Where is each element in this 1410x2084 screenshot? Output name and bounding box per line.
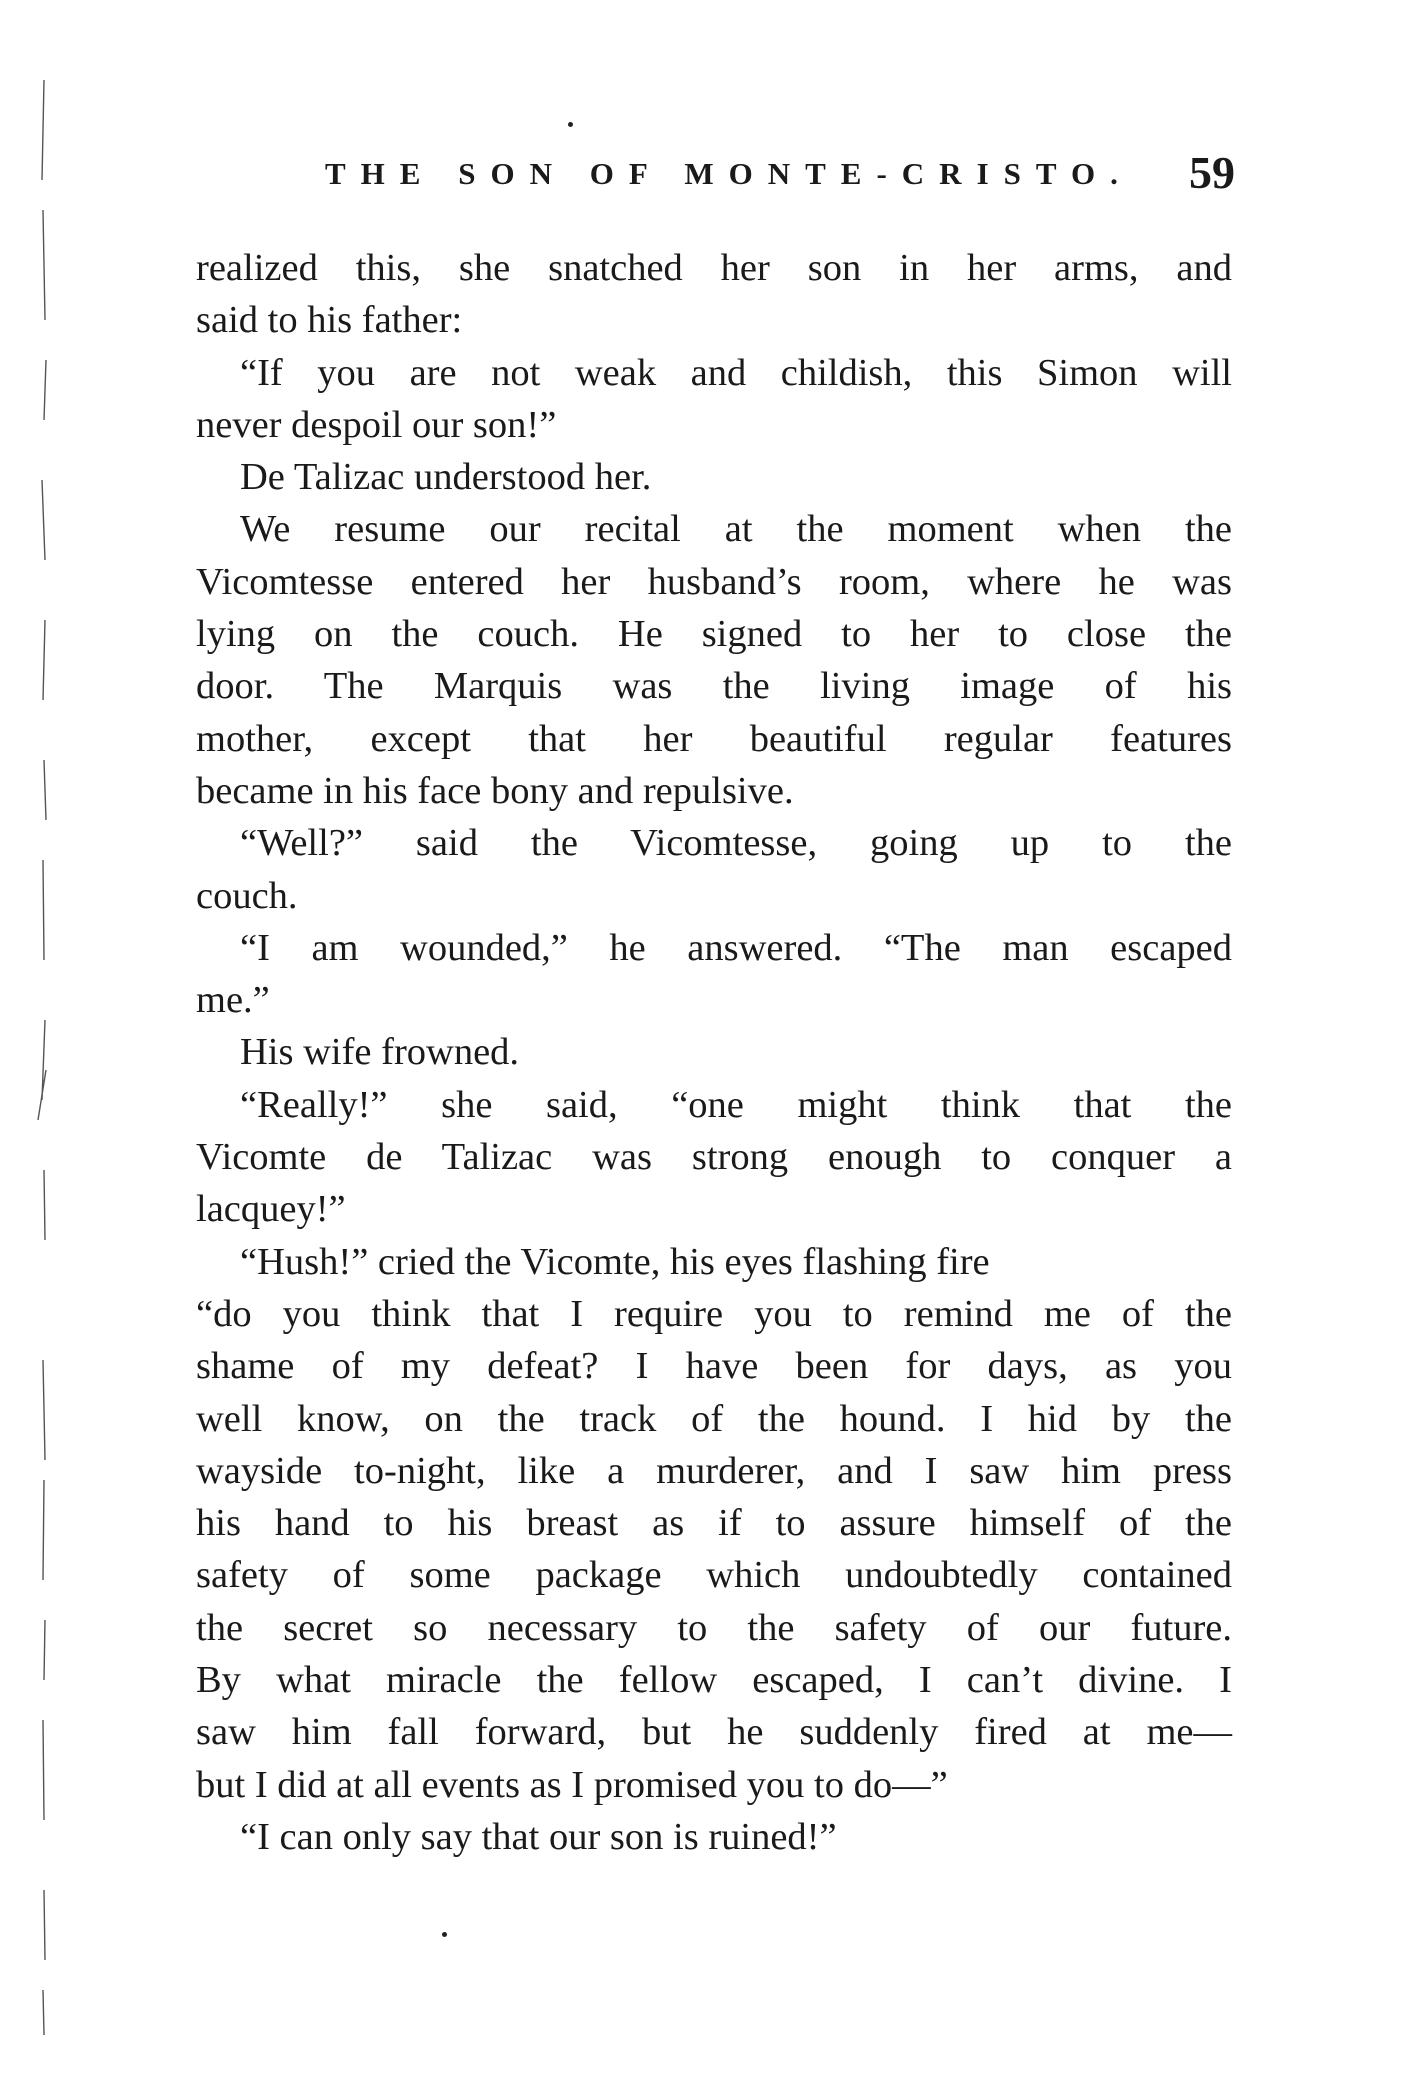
text-line: By what miracle the fellow escaped, I can’t divine. I bbox=[196, 1659, 1232, 1702]
text-line: wayside to-night, like a murderer, and I saw him press bbox=[196, 1449, 1232, 1492]
text-line: “Hush!” cried the Vicomte, his eyes flashing fire bbox=[240, 1240, 990, 1283]
text-line: We resume our recital at the moment when the bbox=[240, 508, 1232, 551]
text-line: mother, except that her beautiful regular features bbox=[196, 717, 1232, 760]
text-line: never despoil our son!” bbox=[196, 403, 557, 446]
text-line: door. The Marquis was the living image of his bbox=[196, 665, 1232, 708]
text-line: saw him fall forward, but he suddenly fired at me— bbox=[196, 1711, 1232, 1754]
text-line: lacquey!” bbox=[196, 1188, 346, 1231]
text-line: became in his face bony and repulsive. bbox=[196, 769, 794, 812]
text-line: “I am wounded,” he answered. “The man escaped bbox=[240, 926, 1232, 969]
scan-edge-marks bbox=[28, 60, 58, 2040]
page-number: 59 bbox=[1189, 147, 1235, 198]
body-text bbox=[196, 242, 1232, 1863]
text-line: me.” bbox=[196, 979, 270, 1022]
text-line: “I can only say that our son is ruined!” bbox=[240, 1815, 837, 1858]
text-line: well know, on the track of the hound. I hid by the bbox=[196, 1397, 1232, 1440]
text-line: couch. bbox=[196, 874, 298, 917]
text-line: Vicomte de Talizac was strong enough to conquer a bbox=[196, 1136, 1232, 1179]
text-line: Vicomtesse entered her husband’s room, where he was bbox=[196, 560, 1232, 603]
text-line: but I did at all events as I promised you to do—” bbox=[196, 1763, 948, 1806]
text-line: safety of some package which undoubtedly contained bbox=[196, 1554, 1232, 1597]
text-line: “If you are not weak and childish, this Simon will bbox=[240, 351, 1232, 394]
text-line: “do you think that I require you to remind me of the bbox=[196, 1292, 1232, 1335]
text-line: “Really!” she said, “one might think that the bbox=[240, 1083, 1232, 1126]
text-line: lying on the couch. He signed to her to close the bbox=[196, 613, 1232, 656]
page-header bbox=[325, 146, 1235, 206]
text-line: the secret so necessary to the safety of our future. bbox=[196, 1606, 1232, 1649]
running-title: THE SON OF MONTE-CRISTO. bbox=[325, 156, 1133, 191]
scan-speck bbox=[568, 122, 573, 127]
text-line: said to his father: bbox=[196, 299, 463, 342]
text-line: “Well?” said the Vicomtesse, going up to the bbox=[240, 822, 1232, 865]
text-line: realized this, she snatched her son in her arms, and bbox=[196, 247, 1232, 289]
text-line: His wife frowned. bbox=[240, 1031, 520, 1074]
scan-speck bbox=[442, 1932, 447, 1937]
text-line: shame of my defeat? I have been for days, as you bbox=[196, 1345, 1232, 1388]
text-line: De Talizac understood her. bbox=[240, 456, 652, 499]
text-line: his hand to his breast as if to assure himself of the bbox=[196, 1502, 1232, 1545]
